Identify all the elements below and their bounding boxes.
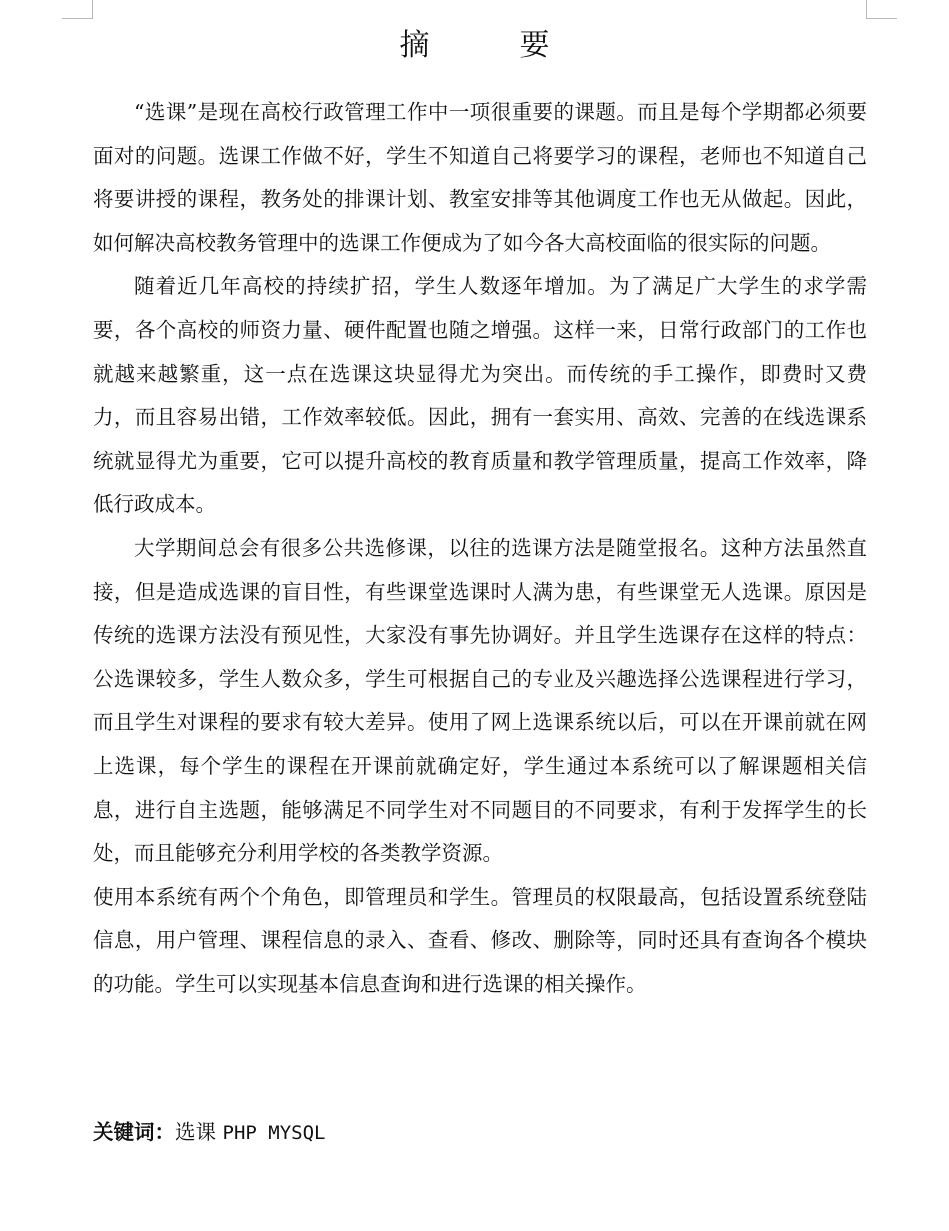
abstract-body — [93, 91, 867, 1006]
keyword-cn: 选课 — [175, 1120, 216, 1144]
keywords-line — [93, 1114, 867, 1151]
paragraph-4: 使用本系统有两个个角色，即管理员和学生。管理员的权限最高，包括设置系统登陆信息，用户管理、课程信息的录入、查看、修改、删除等，同时还具有查询各个模块的功能。学生可以实现基本信息查询和进行选课的相关操作。 — [93, 884, 867, 996]
paragraph-2: 随着近几年高校的持续扩招，学生人数逐年增加。为了满足广大学生的求学需要，各个高校的师资力量、硬件配置也随之增强。这样一来，日常行政部门的工作也就越来越繁重，这一点在选课这块显得尤为突出。而传统的手工操作，即费时又费力，而且容易出错，工作效率较低。因此，拥有一套实用、高效、完善的在线选课系统就显得尤为重要，它可以提升高校的教育质量和教学管理质量，提高工作效率，降低行政成本。 — [93, 274, 867, 517]
paragraph-1: “选课”是现在高校行政管理工作中一项很重要的课题。而且是每个学期都必须要面对的问题。选课工作做不好，学生不知道自己将要学习的课程，老师也不知道自己将要讲授的课程，教务处的排课计划、教室安排等其他调度工作也无从做起。因此，如何解决高校教务管理中的选课工作便成为了如今各大高校面临的很实际的问题。 — [93, 100, 867, 255]
keywords-label: 关键词： — [93, 1120, 175, 1144]
crop-mark-top-right — [866, 0, 897, 19]
keyword-en: PHP MYSQL — [222, 1122, 326, 1144]
abstract-title: 摘 要 — [399, 28, 580, 63]
paragraph-3: 大学期间总会有很多公共选修课，以往的选课方法是随堂报名。这种方法虽然直接，但是造成选课的盲目性，有些课堂选课时人满为患，有些课堂无人选课。原因是传统的选课方法没有预见性，大家没有事先协调好。并且学生选课存在这样的特点：公选课较多，学生人数众多，学生可根据自己的专业及兴趣选择公选课程进行学习，而且学生对课程的要求有较大差异。使用了网上选课系统以后，可以在开课前就在网上选课，每个学生的课程在开课前就确定好，学生通过本系统可以了解课题相关信息，进行自主选题，能够满足不同学生对不同题目的不同要求，有利于发挥学生的长处，而且能够充分利用学校的各类教学资源。 — [93, 535, 867, 866]
crop-mark-top-left — [62, 0, 93, 19]
